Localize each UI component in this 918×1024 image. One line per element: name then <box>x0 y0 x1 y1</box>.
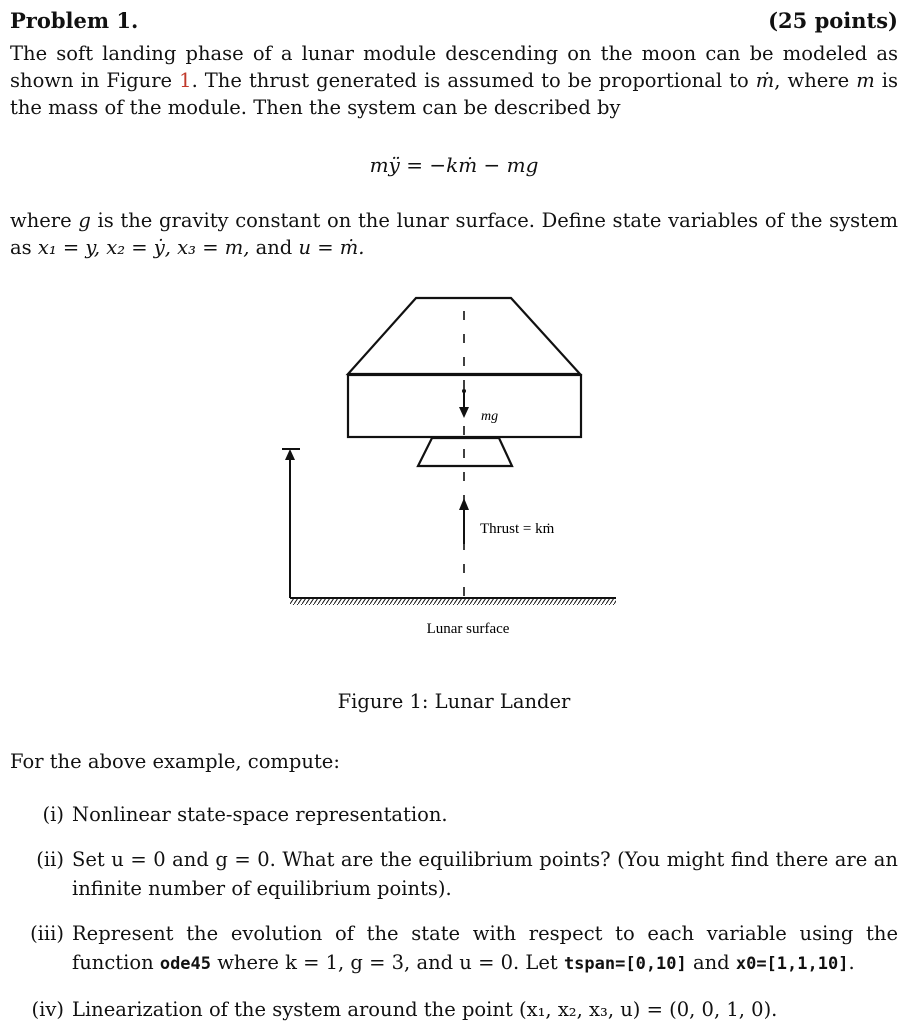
defs-g: g <box>78 209 91 232</box>
problem-page <box>10 8 898 1021</box>
intro-text-1: The soft landing phase of a lunar module descending on the moon can be modeled as shown in Figure <box>10 42 898 92</box>
intro-paragraph <box>10 40 898 121</box>
code-x0: x0=[1,1,10] <box>735 954 849 974</box>
code-tspan: tspan=[0,10] <box>563 954 687 974</box>
task-number: (iii) <box>30 922 64 945</box>
problem-header <box>10 8 898 40</box>
defs-and: and <box>249 236 299 259</box>
lander-nozzle <box>418 438 512 466</box>
task-text: Set u = 0 and g = 0. What are the equilibrium points? (You might find there are an infinite number of equilibrium points). <box>72 848 898 900</box>
lunar-surface-hatch <box>290 599 616 605</box>
intro-m: m <box>856 69 875 92</box>
thrust-arrow-head <box>459 498 469 510</box>
task-iii-text-b: where k = 1, g = 3, and u = 0. Let <box>211 951 564 974</box>
problem-points: (25 points) <box>768 8 898 33</box>
defs-text-2: is the gravity constant on the lunar surface. Define state variables of the system as <box>10 209 898 259</box>
problem-title: Problem 1. <box>10 8 139 33</box>
task-item-i <box>10 800 898 829</box>
task-item-iii <box>10 919 898 979</box>
mg-label: mg <box>481 409 499 424</box>
center-of-mass-dot <box>462 389 466 393</box>
task-number: (iv) <box>31 998 64 1021</box>
task-number: (ii) <box>36 848 64 871</box>
defs-states: x₁ = y, x₂ = ẏ, x₃ = m, <box>37 236 250 259</box>
state-definition-paragraph <box>10 207 898 261</box>
intro-text-2: . The thrust generated is assumed to be proportional to <box>191 69 756 92</box>
lunar-lander-diagram <box>10 286 898 636</box>
gravity-arrow-head <box>459 407 469 418</box>
task-number: (i) <box>42 803 64 826</box>
task-iii-text-a: Represent the evolution of the state with respect to each variable using the function <box>72 922 898 974</box>
task-text <box>72 919 898 979</box>
intro-text-4: is the mass of the module. Then the system can be described by <box>10 69 898 119</box>
task-list <box>10 800 898 1024</box>
defs-text-1: where <box>10 209 79 232</box>
height-indicator-arrow <box>285 449 295 460</box>
intro-text-3: , where <box>774 69 857 92</box>
intro-mdot: ṁ <box>755 69 775 92</box>
task-iii-text-d: . <box>848 951 855 974</box>
defs-u: u = ṁ. <box>298 236 365 259</box>
task-text: Linearization of the system around the point (x₁, x₂, x₃, u) = (0, 0, 1, 0). <box>72 998 778 1021</box>
compute-lead: For the above example, compute: <box>10 750 340 773</box>
code-ode45: ode45 <box>159 954 212 974</box>
task-iii-text-c: and <box>686 951 736 974</box>
lunar-lander-figure <box>10 286 898 636</box>
lunar-surface-label: Lunar surface <box>426 621 510 636</box>
thrust-label: Thrust = kṁ <box>480 521 555 537</box>
dynamics-equation: mÿ = −kṁ − mg <box>369 153 539 177</box>
task-text: Nonlinear state-space representation. <box>72 803 448 826</box>
figure-reference-link[interactable]: 1 <box>179 69 192 92</box>
figure-caption: Figure 1: Lunar Lander <box>337 690 571 713</box>
task-item-ii <box>10 845 898 903</box>
task-item-iv <box>10 995 898 1024</box>
